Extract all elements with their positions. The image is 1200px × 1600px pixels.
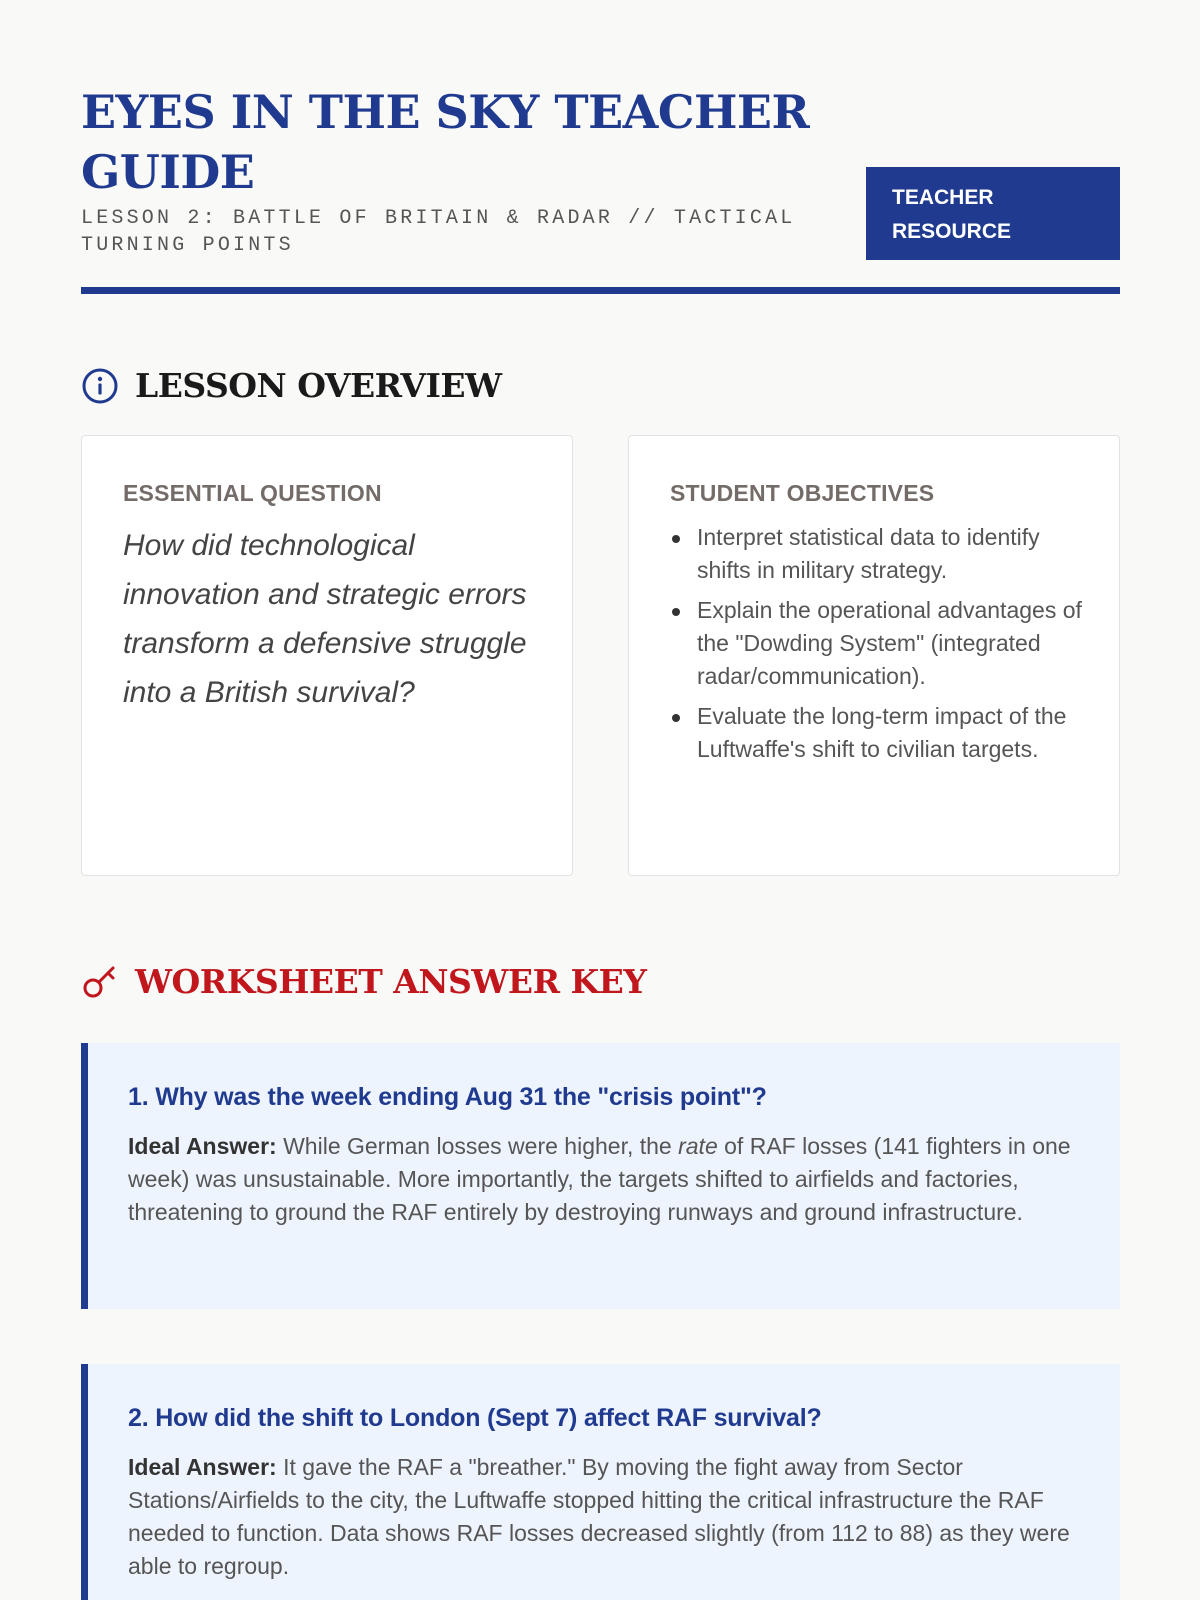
answer-block-2 (81, 1364, 1120, 1600)
answer-emphasis: rate (678, 1133, 718, 1159)
teacher-guide-page (81, 0, 1120, 1579)
answer-text-2 (128, 1451, 1080, 1583)
ideal-answer-label: Ideal Answer: (128, 1454, 277, 1480)
essential-question-text: How did technological innovation and strategic errors transform a defensive struggle into a British survival? (123, 529, 527, 709)
list-item: Interpret statistical data to identify shifts in military strategy. (670, 521, 1089, 587)
list-item: Explain the operational advantages of the "Dowding System" (integrated radar/communication). (670, 594, 1089, 693)
lesson-overview-heading (81, 366, 502, 405)
info-circle-icon (81, 367, 119, 405)
page-header (81, 0, 1120, 294)
page-subtitle: LESSON 2: BATTLE OF BRITAIN & RADAR // TACTICAL TURNING POINTS (81, 207, 796, 257)
answer-text-1 (128, 1130, 1080, 1229)
essential-question-label: ESSENTIAL QUESTION (123, 480, 382, 506)
answer-question-1: 1. Why was the week ending Aug 31 the "crisis point"? (128, 1083, 767, 1111)
answer-question-2: 2. How did the shift to London (Sept 7) affect RAF survival? (128, 1404, 822, 1432)
key-icon (81, 963, 119, 1001)
student-objectives-label: STUDENT OBJECTIVES (670, 480, 935, 506)
answer-key-title: WORKSHEET ANSWER KEY (135, 962, 647, 1001)
answer-text-part: It gave the RAF a "breather." By moving the fight away from Sector Stations/Airfields to the city, the Luftwaffe stopped hitting the critical infrastructure the RAF needed to function. Data shows RAF losses decreased slightly (from 112 to 88) as they were able to regroup. (128, 1454, 1070, 1579)
header-divider (81, 287, 1120, 294)
answer-text-part: of RAF losses (141 fighters in one week) was unsustainable. More importantly, the targets shifted to airfields and factories, threatening to ground the RAF entirely by destroying runways and ground infrastructure. (128, 1133, 1071, 1225)
list-item: Evaluate the long-term impact of the Luftwaffe's shift to civilian targets. (670, 700, 1089, 766)
answer-key-heading (81, 962, 646, 1001)
ideal-answer-label: Ideal Answer: (128, 1133, 277, 1159)
student-objectives-card (628, 435, 1120, 876)
objectives-list (670, 521, 1089, 766)
lesson-overview-title: LESSON OVERVIEW (135, 366, 502, 405)
answer-text-part: While German losses were higher, the (276, 1133, 679, 1159)
answer-block-1 (81, 1043, 1120, 1309)
essential-question-card (81, 435, 573, 876)
page-title: EYES IN THE SKY TEACHER GUIDE (81, 85, 810, 199)
teacher-resource-badge: TEACHER RESOURCE (866, 167, 1120, 260)
